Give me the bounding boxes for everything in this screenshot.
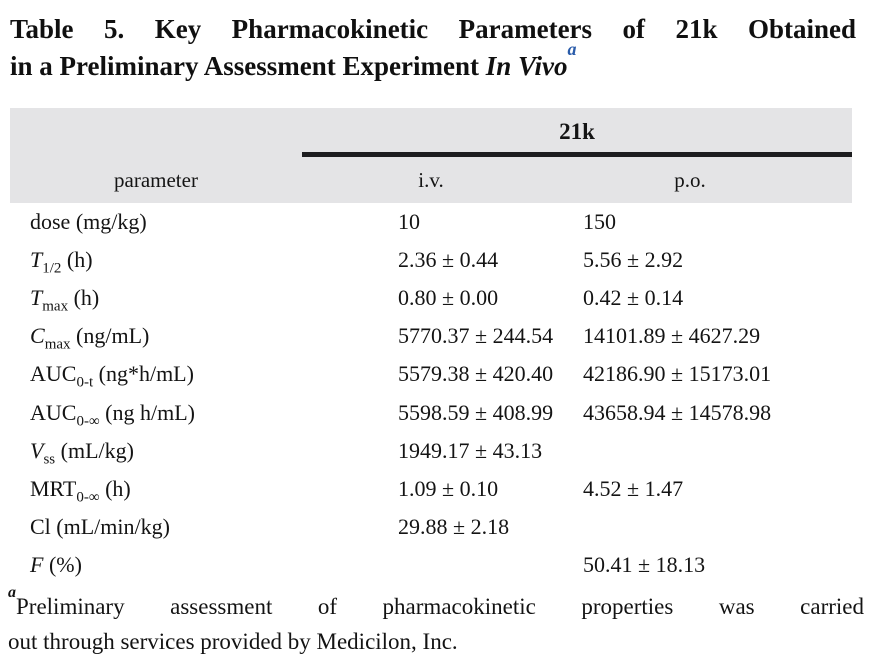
po-value-cell: 5.56 ± 2.92 [583, 247, 684, 273]
table-row [10, 355, 852, 393]
param-subscript: max [42, 298, 69, 315]
table-row [10, 393, 852, 431]
po-value-cell: 0.42 ± 0.14 [583, 285, 684, 311]
param-unit: (ng h/mL) [99, 399, 195, 425]
param-cell [10, 247, 302, 277]
table-row [10, 317, 852, 355]
param-cell [10, 209, 302, 235]
table-title-line2 [10, 39, 856, 85]
po-value-cell: 4.52 ± 1.47 [583, 475, 684, 501]
iv-value-cell: 2.36 ± 0.44 [398, 247, 499, 273]
footnote-line1-text: Preliminary assessment of pharmacokinetic properties was carried [16, 594, 864, 619]
param-symbol: F [30, 551, 44, 577]
param-cell [10, 399, 302, 429]
table-header-band [10, 108, 852, 203]
param-symbol: V [30, 437, 44, 463]
footnote [8, 584, 864, 659]
footnote-marker: a [8, 584, 16, 602]
param-symbol: dose [30, 209, 71, 235]
iv-value-cell: 5598.59 ± 408.99 [398, 399, 554, 425]
iv-value-cell: 10 [398, 209, 420, 235]
param-cell [10, 514, 302, 540]
param-symbol: AUC [30, 361, 77, 387]
param-unit: (h) [61, 247, 93, 273]
po-value-cell: 43658.94 ± 14578.98 [583, 399, 772, 425]
param-unit: (ng*h/mL) [93, 361, 194, 387]
footnote-line1 [8, 584, 864, 624]
compound-group-header: 21k [559, 119, 595, 144]
param-unit: (mg/kg) [70, 209, 147, 235]
column-header-row [10, 157, 852, 203]
param-symbol: MRT [30, 475, 77, 501]
param-unit: (mL/min/kg) [50, 513, 170, 539]
table-row [10, 203, 852, 241]
param-cell [10, 285, 302, 315]
param-unit: (%) [43, 551, 82, 577]
po-value-cell: 14101.89 ± 4627.29 [583, 323, 761, 349]
param-subscript: 0-∞ [76, 412, 100, 429]
table-title-invivo: In Vivo [485, 51, 568, 81]
param-cell [10, 361, 302, 391]
table-row [10, 432, 852, 470]
param-unit: (h) [68, 285, 100, 311]
param-symbol: T [30, 247, 43, 273]
col-header-iv: i.v. [418, 167, 444, 192]
po-value-cell: 50.41 ± 18.13 [583, 551, 706, 577]
param-subscript: 0-t [76, 374, 94, 391]
param-symbol: T [30, 285, 43, 311]
param-cell [10, 437, 302, 467]
iv-value-cell: 1.09 ± 0.10 [398, 475, 499, 501]
footnote-line2: out through services provided by Medicilon, Inc. [8, 629, 458, 654]
param-cell [10, 323, 302, 353]
param-subscript: 0-∞ [76, 489, 100, 506]
table-row [10, 241, 852, 279]
po-value-cell: 150 [583, 209, 616, 235]
param-unit: (mL/kg) [55, 437, 134, 463]
title-footnote-ref: a [567, 39, 577, 59]
param-subscript: max [44, 336, 71, 353]
param-unit: (h) [99, 475, 131, 501]
iv-value-cell: 5770.37 ± 244.54 [398, 323, 554, 349]
param-symbol: Cl [30, 513, 51, 539]
iv-value-cell: 0.80 ± 0.00 [398, 285, 499, 311]
col-header-po: p.o. [674, 167, 706, 192]
po-value-cell: 42186.90 ± 15173.01 [583, 361, 772, 387]
param-subscript: 1/2 [42, 260, 62, 277]
param-subscript: ss [43, 451, 56, 467]
param-symbol: AUC [30, 399, 77, 425]
iv-value-cell: 5579.38 ± 420.40 [398, 361, 554, 387]
iv-value-cell: 29.88 ± 2.18 [398, 513, 510, 539]
param-unit: (ng/mL) [70, 323, 150, 349]
iv-value-cell: 1949.17 ± 43.13 [398, 437, 543, 463]
param-symbol: C [30, 323, 45, 349]
col-header-parameter: parameter [114, 167, 198, 192]
table-row [10, 279, 852, 317]
table-title-line1: Table 5. Key Pharmacokinetic Parameters of 21k Obtained [10, 14, 856, 44]
table-title-line2-text: in a Preliminary Assessment Experiment [10, 51, 486, 81]
table-title [10, 11, 856, 85]
table-row [10, 470, 852, 508]
param-cell [10, 552, 302, 578]
param-cell [10, 475, 302, 506]
table-row [10, 508, 852, 546]
table-row [10, 546, 852, 584]
table-body [10, 203, 852, 584]
